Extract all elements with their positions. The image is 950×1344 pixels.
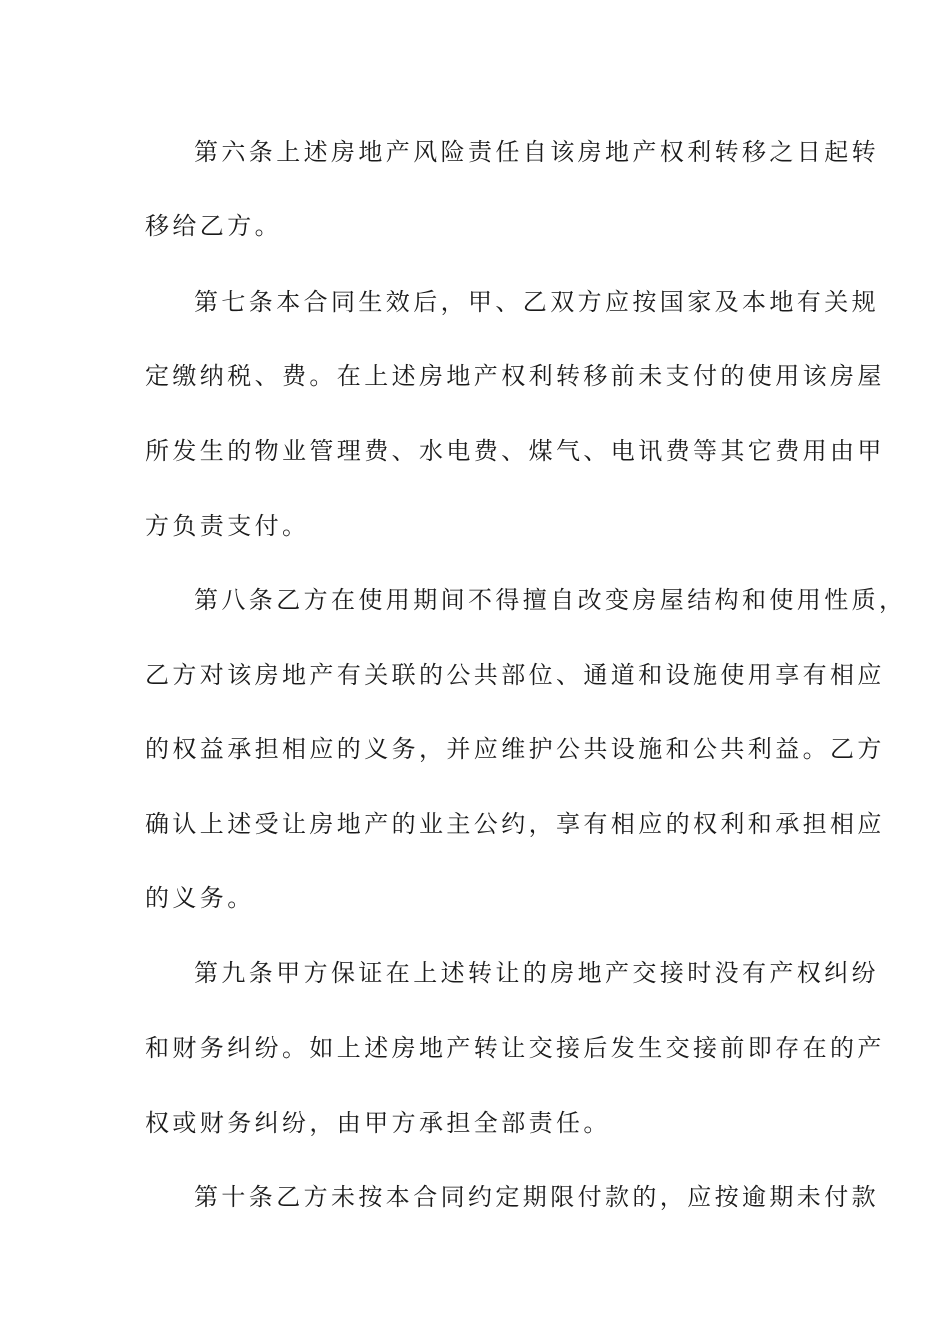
article-6-line-2: 移给乙方。 [145,212,282,240]
article-8-line-2: 乙方对该房地产有关联的公共部位、通道和设施使用享有相应 [145,661,885,689]
article-6-line-1: 第六条上述房地产风险责任自该房地产权利转移之日起转 [194,138,879,166]
article-8-line-5: 的义务。 [145,884,255,912]
article-8-line-1: 第八条乙方在使用期间不得擅自改变房屋结构和使用性质， [194,586,907,614]
article-7-line-2: 定缴纳税、费。在上述房地产权利转移前未支付的使用该房屋 [145,362,885,390]
article-9-line-1: 第九条甲方保证在上述转让的房地产交接时没有产权纠纷 [194,959,879,987]
article-8-line-3: 的权益承担相应的义务，并应维护公共设施和公共利益。乙方 [145,735,885,763]
article-7-line-3: 所发生的物业管理费、水电费、煤气、电讯费等其它费用由甲 [145,437,885,465]
article-7-line-4: 方负责支付。 [145,512,310,540]
article-8-line-4: 确认上述受让房地产的业主公约，享有相应的权利和承担相应 [145,810,885,838]
article-7-line-1: 第七条本合同生效后，甲、乙双方应按国家及本地有关规 [194,288,879,316]
article-9-line-3: 权或财务纠纷，由甲方承担全部责任。 [145,1109,611,1137]
article-10-line-1: 第十条乙方未按本合同约定期限付款的，应按逾期未付款 [194,1183,879,1211]
article-9-line-2: 和财务纠纷。如上述房地产转让交接后发生交接前即存在的产 [145,1034,885,1062]
